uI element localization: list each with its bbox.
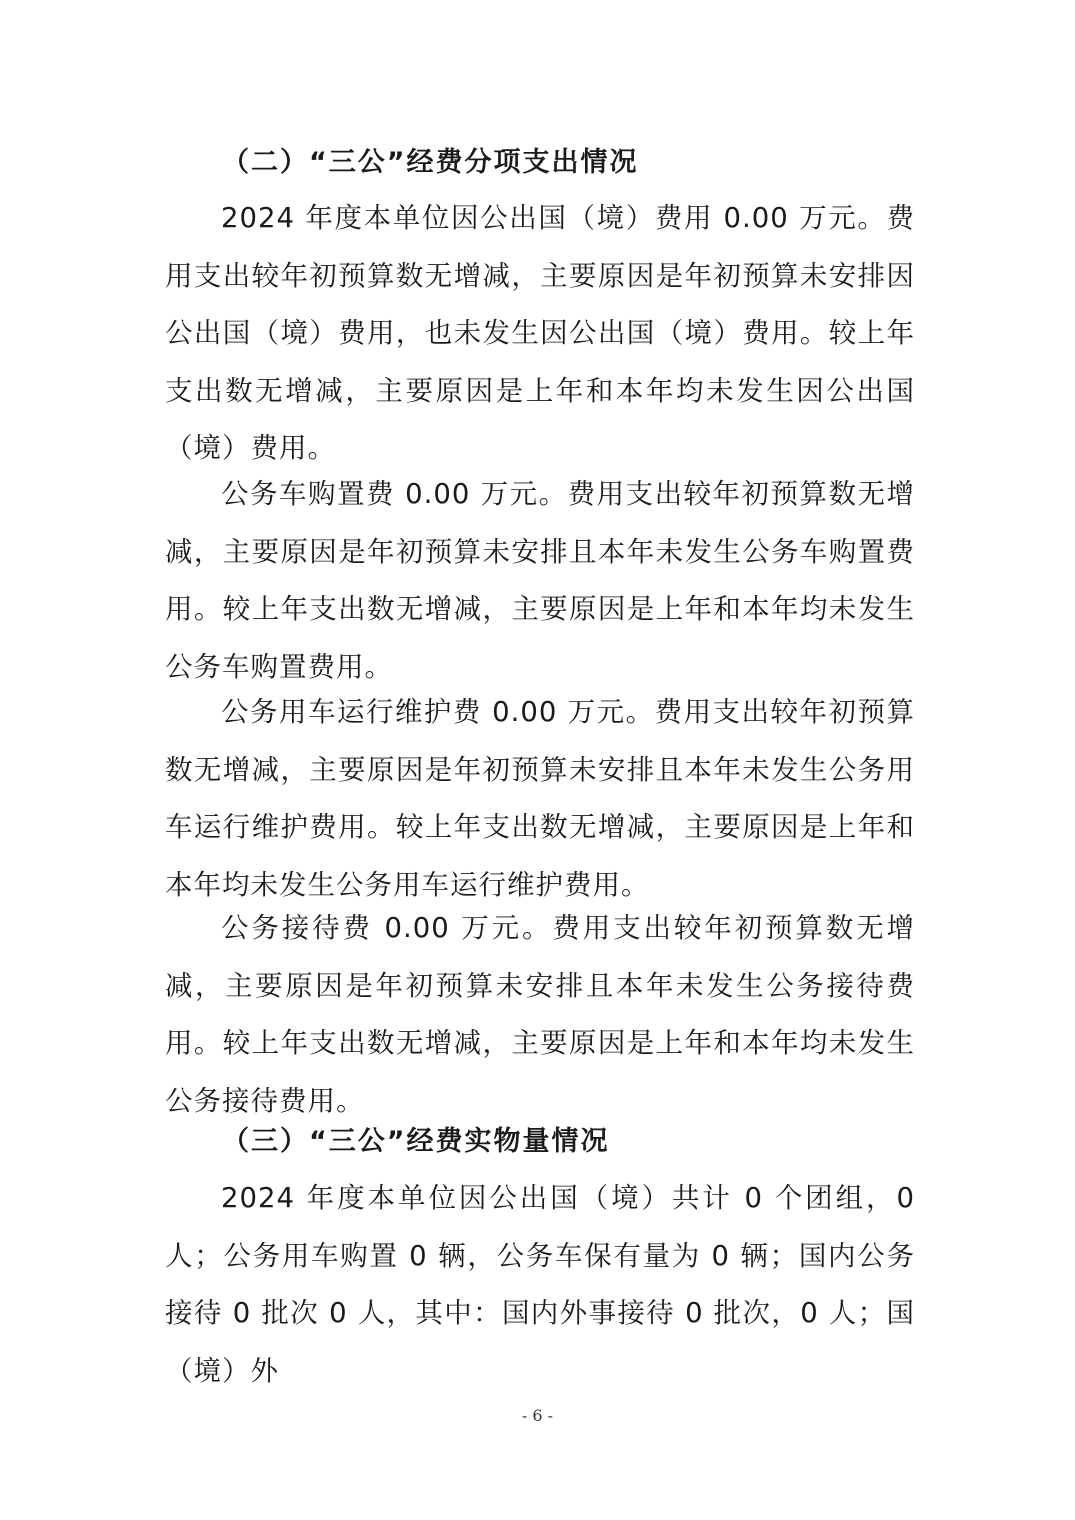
paragraph-physical-quantity: 2024 年度本单位因公出国（境）共计 0 个团组，0 人；公务用车购置 0 辆，公务车保有量为 0 辆；国内公务接待 0 批次 0 人，其中：国内外事接待 0 批次，0 人；国（境）外 [165,1182,915,1387]
paragraph-vehicle-operation: 公务用车运行维护费 0.00 万元。费用支出较年初预算数无增减，主要原因是年初预算未安排且本年未发生公务用车运行维护费用。较上年支出数无增减，主要原因是上年和本年均未发生公务用车运行维护费用。 [165,696,915,901]
paragraph-reception: 公务接待费 0.00 万元。费用支出较年初预算数无增减，主要原因是年初预算未安排且本年未发生公务接待费用。较上年支出数无增减，主要原因是上年和本年均未发生公务接待费用。 [165,912,915,1117]
paragraph-overseas-travel: 2024 年度本单位因公出国（境）费用 0.00 万元。费用支出较年初预算数无增减，主要原因是年初预算未安排因公出国（境）费用，也未发生因公出国（境）费用。较上年支出数无增减，主要原因是上年和本年均未发生因公出国（境）费用。 [165,202,915,464]
page-number: - 6 - [521,1406,554,1425]
section-heading-physical-quantity: （三）“三公”经费实物量情况 [222,1126,610,1157]
section-heading-expenditure-breakdown: （二）“三公”经费分项支出情况 [222,147,639,178]
paragraph-vehicle-purchase: 公务车购置费 0.00 万元。费用支出较年初预算数无增减，主要原因是年初预算未安排且本年未发生公务车购置费用。较上年支出数无增减，主要原因是上年和本年均未发生公务车购置费用。 [165,478,915,683]
